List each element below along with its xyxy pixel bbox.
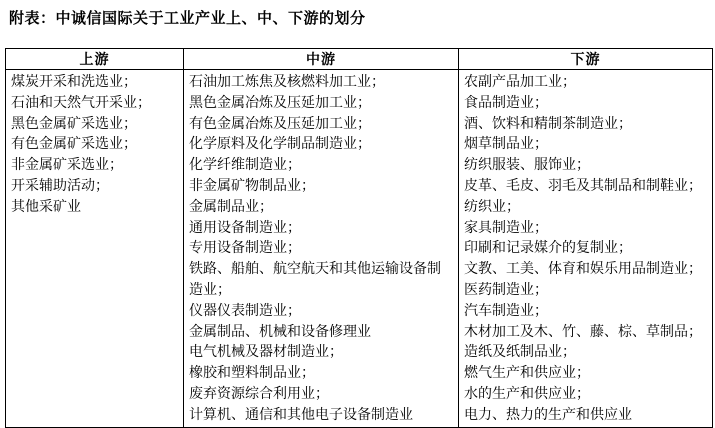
table-caption: 附表：中诚信国际关于工业产业上、中、下游的划分 <box>9 10 366 27</box>
industry-item: 燃气生产和供应业； <box>464 364 590 381</box>
industry-item: 非金属矿物制品业； <box>189 176 315 193</box>
industry-item: 电气机械及器材制造业； <box>189 343 343 360</box>
industry-item: 造纸及纸制品业； <box>464 343 576 360</box>
industry-classification-table <box>5 48 713 428</box>
downstream-industries-cell <box>459 70 713 428</box>
industry-item: 开采辅助活动； <box>11 176 109 193</box>
industry-item: 仪器仪表制造业； <box>189 301 301 318</box>
industry-item: 木材加工及木、竹、藤、棕、草制品； <box>464 322 702 339</box>
industry-item: 烟草制品业； <box>464 135 548 152</box>
industry-item: 酒、饮料和精制茶制造业； <box>464 114 632 131</box>
industry-item: 有色金属冶炼及压延加工业； <box>189 114 371 131</box>
industry-item: 医药制造业； <box>464 280 548 297</box>
industry-item: 其他采矿业 <box>11 197 81 214</box>
industry-item: 化学原料及化学制品制造业； <box>189 135 371 152</box>
industry-item: 汽车制造业； <box>464 301 548 318</box>
industry-item: 铁路、船舶、航空航天和其他运输设备制造业； <box>189 260 441 297</box>
industry-item: 纺织服装、服饰业； <box>464 156 590 173</box>
industry-item: 印刷和记录媒介的复制业； <box>464 239 632 256</box>
industry-item: 石油加工炼焦及核燃料加工业； <box>189 73 385 89</box>
industry-item: 纺织业； <box>464 197 520 214</box>
industry-item: 专用设备制造业； <box>189 239 301 256</box>
column-header-downstream: 下游 <box>459 49 713 70</box>
industry-item: 化学纤维制造业； <box>189 156 301 173</box>
industry-item: 农副产品加工业； <box>464 73 576 89</box>
industry-item: 皮革、毛皮、羽毛及其制品和制鞋业； <box>464 176 702 193</box>
industry-item: 有色金属矿采选业； <box>11 135 137 152</box>
industry-item: 黑色金属冶炼及压延加工业； <box>189 93 371 110</box>
table-header-row <box>6 49 713 70</box>
industry-item: 家具制造业； <box>464 218 548 235</box>
industry-item: 文教、工美、体育和娱乐用品制造业； <box>464 260 702 277</box>
industry-item: 水的生产和供应业； <box>464 384 590 401</box>
upstream-industries-cell <box>6 70 184 428</box>
industry-item: 橡胶和塑料制品业； <box>189 364 315 381</box>
industry-item: 非金属矿采选业； <box>11 156 123 173</box>
industry-item: 石油和天然气开采业； <box>11 93 151 110</box>
industry-item: 煤炭开采和洗选业； <box>11 73 137 89</box>
industry-item: 计算机、通信和其他电子设备制造业 <box>189 405 413 422</box>
industry-item: 通用设备制造业； <box>189 218 301 235</box>
industry-item: 废弃资源综合利用业； <box>189 384 329 401</box>
midstream-industries-cell <box>184 70 459 428</box>
column-header-midstream: 中游 <box>184 49 459 70</box>
column-header-upstream: 上游 <box>6 49 184 70</box>
industry-item: 金属制品业； <box>189 197 273 214</box>
industry-item: 食品制造业； <box>464 93 548 110</box>
industry-item: 黑色金属矿采选业； <box>11 114 137 131</box>
industry-item: 电力、热力的生产和供应业 <box>464 405 632 422</box>
table-body-row <box>6 70 713 428</box>
industry-item: 金属制品、机械和设备修理业 <box>189 322 371 339</box>
